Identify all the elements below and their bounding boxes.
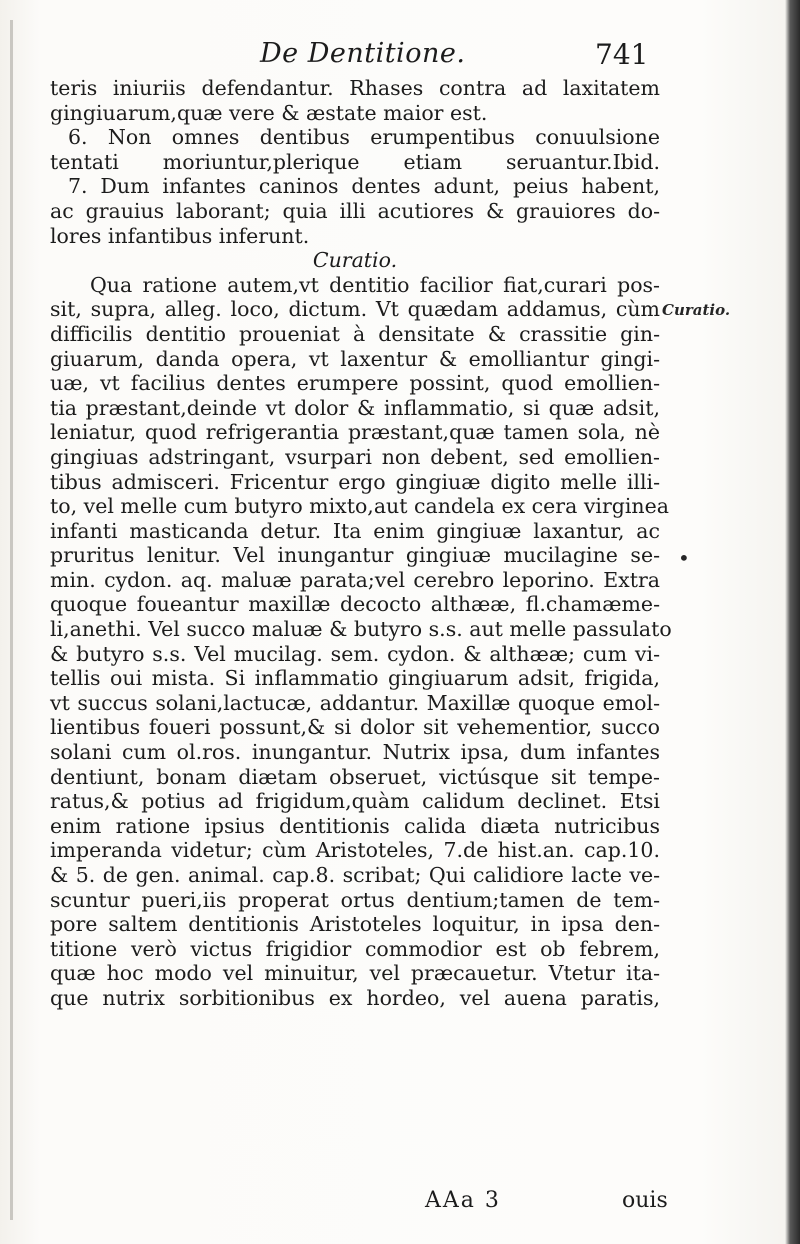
text-line: tellis oui mista. Si inflammatio gingiuarum adsit, frigida, — [50, 666, 660, 691]
text-line: pore saltem dentitionis Aristoteles loquitur, in ipsa den- — [50, 912, 660, 937]
margin-mark: • — [678, 546, 690, 570]
text-line: difficilis dentitio proueniat à densitate & crassitie gin- — [50, 321, 660, 346]
page-edge-shadow — [10, 20, 13, 1220]
text-line: dentiunt, bonam diætam obseruet, victúsque sit tempe- — [50, 764, 660, 789]
text-line: lores infantibus inferunt. — [50, 223, 310, 248]
text-line: tibus admisceri. Fricentur ergo gingiuæ digito melle illi- — [50, 469, 660, 494]
margin-note-curatio: Curatio. — [662, 301, 731, 319]
text-line: min. cydon. aq. maluæ parata;vel cerebro leporino. Extra — [50, 567, 660, 592]
text-line: uæ, vt facilius dentes erumpere possint, quod emollien- — [50, 371, 660, 396]
signature-mark: AAa 3 — [425, 1188, 501, 1213]
text-line: sit, supra, alleg. loco, dictum. Vt quædam addamus, cùm — [50, 297, 660, 322]
text-line: solani cum ol.ros. inungantur. Nutrix ipsa, dum infantes — [50, 740, 660, 765]
text-line: que nutrix sorbitionibus ex hordeo, vel auena paratis, — [50, 985, 660, 1010]
text-line: quæ hoc modo vel minuitur, vel præcauetur. Vtetur ita- — [50, 961, 660, 986]
text-line: gingiuarum,quæ vere & æstate maior est. — [50, 100, 488, 125]
text-line: tentati moriuntur,plerique etiam seruantur.Ibid. — [50, 149, 660, 174]
text-line: li,anethi. Vel succo maluæ & butyro s.s. aut melle passulato — [50, 617, 672, 642]
text-line: ac grauius laborant; quia illi acutiores & grauiores do- — [50, 198, 660, 223]
running-title: De Dentitione. — [260, 38, 466, 69]
text-line: imperanda videtur; cùm Aristoteles, 7.de hist.an. cap.10. — [50, 838, 660, 863]
text-line: gingiuas adstringant, vsurpari non debent, sed emollien- — [50, 444, 660, 469]
text-line: 6. Non omnes dentibus erumpentibus conuulsione — [68, 125, 660, 150]
text-line: infanti masticanda detur. Ita enim gingiuæ laxantur, ac — [50, 518, 660, 543]
body-text — [50, 76, 672, 1011]
text-line: to, vel melle cum butyro mixto,aut candela ex cera virginea — [50, 494, 669, 519]
text-line: pruritus lenitur. Vel inungantur gingiuæ mucilagine se- — [50, 543, 660, 568]
text-line: vt succus solani,lactucæ, addantur. Maxillæ quoque emol- — [50, 690, 660, 715]
text-line: lientibus foueri possunt,& si dolor sit vehementior, succo — [50, 715, 660, 740]
text-line: titione verò victus frigidior commodior est ob febrem, — [50, 936, 660, 961]
text-line: 7. Dum infantes caninos dentes adunt, peius habent, — [68, 174, 660, 199]
text-line: giuarum, danda opera, vt laxentur & emolliantur gingi- — [50, 346, 660, 371]
section-heading-curatio: Curatio. — [312, 248, 398, 273]
page-footer — [0, 1188, 800, 1218]
text-line: & 5. de gen. animal. cap.8. scribat; Qui calidiore lacte ve- — [50, 863, 660, 887]
text-line: enim ratione ipsius dentitionis calida diæta nutricibus — [50, 813, 660, 838]
text-line: quoque foueantur maxillæ decocto althææ, fl.chamæme- — [50, 592, 660, 617]
text-line: teris iniuriis defendantur. Rhases contra ad laxitatem — [50, 76, 660, 100]
text-line: scuntur pueri,iis properat ortus dentium;tamen de tem- — [50, 887, 660, 912]
page-header — [0, 38, 800, 78]
text-line: leniatur, quod refrigerantia præstant,quæ tamen sola, nè — [50, 420, 660, 445]
catchword: ouis — [622, 1188, 668, 1213]
text-line: & butyro s.s. Vel mucilag. sem. cydon. & althææ; cum vi- — [50, 641, 660, 666]
text-line: ratus,& potius ad frigidum,quàm calidum declinet. Etsi — [50, 789, 660, 814]
page-number: 741 — [595, 38, 649, 71]
text-line: Qua ratione autem,vt dentitio facilior fiat,curari pos- — [90, 272, 660, 297]
text-line: tia præstant,deinde vt dolor & inflammatio, si quæ adsit, — [50, 395, 660, 420]
